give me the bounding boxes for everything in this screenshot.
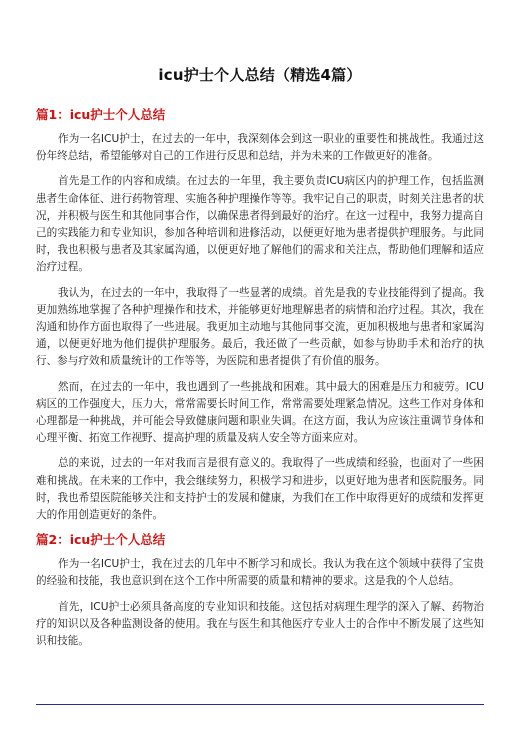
- paragraph: 然而，在过去的一年中，我也遇到了一些挑战和困难。其中最大的困难是压力和疲劳。ICU病区的工作强度大，压力大，常常需要长时间工作，常常需要处理紧急情况。这些工作对身体和心理都是一种挑战，并可能会导致健康问题和职业失调。在这方面，我认为应该注重调节身体和心理平衡、拓宽工作视野、提高护理的质量及病人安全等方面来应对。: [36, 380, 484, 445]
- section-heading: 篇2：icu护士个人总结: [36, 532, 166, 548]
- document-title: icu护士个人总结（精选4篇）: [158, 66, 362, 84]
- section-heading: 篇1：icu护士个人总结: [36, 107, 166, 122]
- paragraph: 作为一名ICU护士，我在过去的几年中不断学习和成长。我认为我在这个领域中获得了宝贵的经验和技能，我也意识到在这个工作中所需要的质量和精神的要求。这是我的个人总结。: [36, 558, 484, 588]
- paragraph: 首先，ICU护士必须具备高度的专业知识和技能。这包括对病理生理学的深入了解、药物治疗的知识以及各种监测设备的使用。我在与医生和其他医疗专业人士的合作中不断发展了这些知识和技能。: [36, 600, 484, 648]
- footer-divider: [36, 704, 484, 705]
- section-1: [36, 107, 484, 524]
- paragraph: 总的来说，过去的一年对我而言是很有意义的。我取得了一些成绩和经验，也面对了一些困难和挑战。在未来的工作中，我会继续努力，积极学习和进步，以更好地为患者和医院服务。同时，我也希望医院能够关注和支持护士的发展和健康，为我们在工作中取得更好的成绩和发挥更大的作用创造更好的条件。: [36, 457, 484, 522]
- section-2: [36, 532, 484, 650]
- paragraph: 作为一名ICU护士，在过去的一年中，我深刻体会到这一职业的重要性和挑战性。我通过这份年终总结，希望能够对自己的工作进行反思和总结，并为未来的工作做更好的准备。: [36, 133, 484, 163]
- paragraph: 我认为，在过去的一年中，我取得了一些显著的成绩。首先是我的专业技能得到了提高。我更加熟练地掌握了各种护理操作和技术，并能够更好地理解患者的病情和治疗过程。其次，我在沟通和协作方面也取得了一些进展。我更加主动地与其他同事交流，更加积极地与患者和家属沟通，以便更好地为他们提供护理服务。最后，我还做了一些贡献，如参与协助手术和治疗的执行、参与疗效和质量统计的工作等等，为医院和患者提供了有价值的服务。: [36, 286, 484, 368]
- paragraph: 首先是工作的内容和成绩。在过去的一年里，我主要负责ICU病区内的护理工作，包括监测患者生命体征、进行药物管理、实施各种护理操作等等。我牢记自己的职责，时刻关注患者的状况，并积极与医生和其他同事合作，以确保患者得到最好的治疗。在这一过程中，我努力提高自己的实践能力和专业知识，参加各种培训和进修活动，以便更好地为患者提供护理服务。与此同时，我也积极与患者及其家属沟通，以便更好地了解他们的需求和关注点，帮助他们理解和适应治疗过程。: [36, 175, 484, 274]
